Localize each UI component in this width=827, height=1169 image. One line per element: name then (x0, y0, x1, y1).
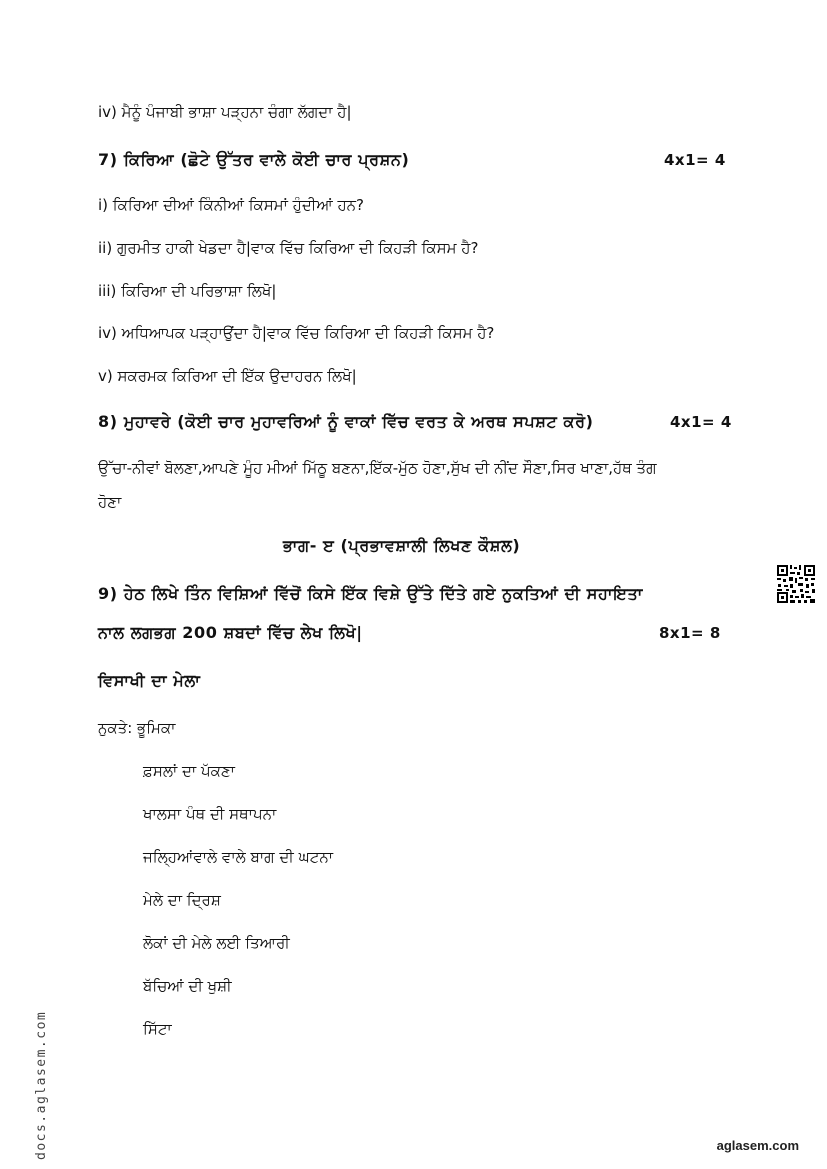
q7-marks: 4x1= 4 (664, 151, 726, 169)
q8-idioms-line-2: ਹੋਣਾ (98, 493, 122, 511)
footer-brand: aglasem.com (716, 1138, 799, 1153)
essay-topic: ਵਿਸਾਖੀ ਦਾ ਮੇਲਾ (98, 671, 201, 690)
point-item: ਫ਼ਸਲਾਂ ਦਾ ਪੱਕਣਾ (143, 762, 235, 780)
q9-heading-line-2: ਨਾਲ ਲਗਭਗ 200 ਸ਼ਬਦਾਂ ਵਿੱਚ ਲੇਖ ਲਿਖੋ| (98, 623, 363, 642)
q8-marks: 4x1= 4 (670, 413, 732, 431)
qr-code-icon (776, 564, 816, 604)
point-item: ਬੱਚਿਆਂ ਦੀ ਖੁਸ਼ੀ (143, 977, 232, 995)
point-item: ਜਲ੍ਹਿਆਂਵਾਲੇ ਵਾਲੇ ਬਾਗ ਦੀ ਘਟਨਾ (143, 848, 334, 866)
point-item: ਮੇਲੇ ਦਾ ਦ੍ਰਿਸ਼ (143, 891, 221, 909)
q6-item-iv: iv) ਮੈਨੂੰ ਪੰਜਾਬੀ ਭਾਸ਼ਾ ਪੜ੍ਹਨਾ ਚੰਗਾ ਲੱਗਦਾ ਹੈ| (98, 103, 352, 121)
q7-item-4: iv) ਅਧਿਆਪਕ ਪੜ੍ਹਾਉਂਦਾ ਹੈ|ਵਾਕ ਵਿੱਚ ਕਿਰਿਆ ਦੀ ਕਿਹੜੀ ਕਿਸਮ ਹੈ? (98, 324, 495, 342)
q7-item-3: iii) ਕਿਰਿਆ ਦੀ ਪਰਿਭਾਸ਼ਾ ਲਿਖੋ| (98, 282, 277, 300)
q9-marks: 8x1= 8 (659, 624, 721, 642)
q9-heading-line-1: 9) ਹੇਠ ਲਿਖੇ ਤਿੰਨ ਵਿਸ਼ਿਆਂ ਵਿੱਚੋਂ ਕਿਸੇ ਇੱਕ ਵਿਸ਼ੇ ਉੱਤੇ ਦਿੱਤੇ ਗਏ ਨੁਕਤਿਆਂ ਦੀ ਸਹਾਇਤਾ (98, 584, 643, 603)
point-item: ਸਿੱਟਾ (143, 1020, 172, 1038)
q7-item-1: i) ਕਿਰਿਆ ਦੀਆਂ ਕਿੰਨੀਆਂ ਕਿਸਮਾਂ ਹੁੰਦੀਆਂ ਹਨ? (98, 196, 364, 214)
q7-heading: 7) ਕਿਰਿਆ (ਛੋਟੇ ਉੱਤਰ ਵਾਲੇ ਕੋਈ ਚਾਰ ਪ੍ਰਸ਼ਨ) (98, 150, 410, 169)
point-item: ਖਾਲਸਾ ਪੰਥ ਦੀ ਸਥਾਪਨਾ (143, 805, 277, 823)
section-title: ਭਾਗ- ੲ (ਪ੍ਰਭਾਵਸ਼ਾਲੀ ਲਿਖਣ ਕੌਸ਼ਲ) (283, 536, 521, 555)
q8-heading: 8) ਮੁਹਾਵਰੇ (ਕੋਈ ਚਾਰ ਮੁਹਾਵਰਿਆਂ ਨੂੰ ਵਾਕਾਂ ਵਿੱਚ ਵਰਤ ਕੇ ਅਰਥ ਸਪਸ਼ਟ ਕਰੋ) (98, 412, 594, 431)
points-label: ਨੁਕਤੇ: ਭੂਮਿਕਾ (98, 719, 176, 737)
point-item: ਲੋਕਾਂ ਦੀ ਮੇਲੇ ਲਈ ਤਿਆਰੀ (143, 934, 290, 952)
q7-item-2: ii) ਗੁਰਮੀਤ ਹਾਕੀ ਖੇਡਦਾ ਹੈ|ਵਾਕ ਵਿੱਚ ਕਿਰਿਆ ਦੀ ਕਿਹੜੀ ਕਿਸਮ ਹੈ? (98, 239, 479, 257)
q7-item-5: v) ਸਕਰਮਕ ਕਿਰਿਆ ਦੀ ਇੱਕ ਉਦਾਹਰਨ ਲਿਖੋ| (98, 367, 357, 385)
q8-idioms-line-1: ਉੱਚਾ-ਨੀਵਾਂ ਬੋਲਣਾ,ਆਪਣੇ ਮੂੰਹ ਮੀਆਂ ਮਿੱਠੂ ਬਣਨਾ,ਇੱਕ-ਮੁੱਠ ਹੋਣਾ,ਸੁੱਖ ਦੀ ਨੀਂਦ ਸੌਣਾ,ਸਿਰ ਖਾਣਾ,ਹੱਥ ਤੰਗ (98, 459, 657, 477)
vertical-watermark: docs.aglasem.com (34, 1010, 49, 1160)
